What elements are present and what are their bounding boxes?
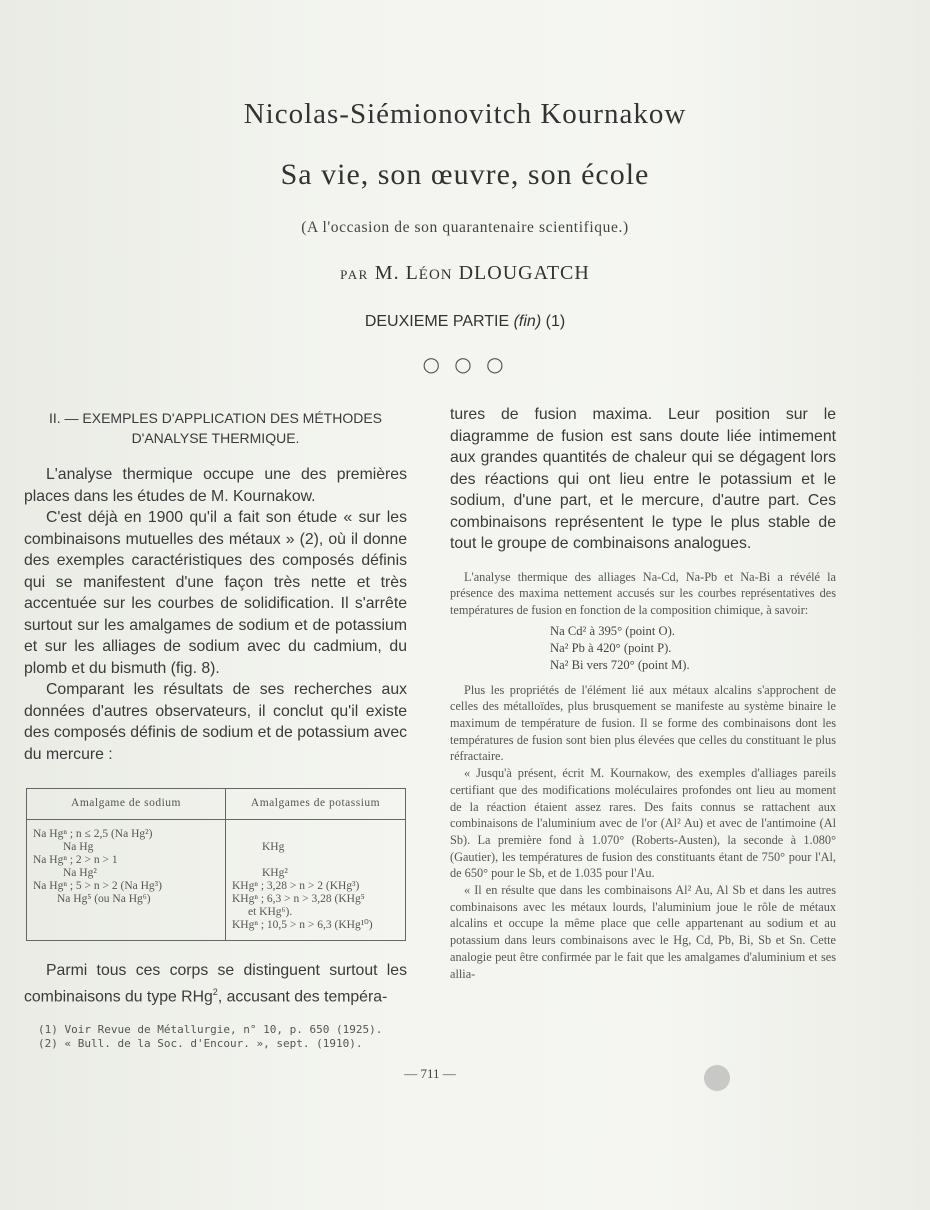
occasion-line: (A l'occasion de son quarantenaire scientifique.) [301, 219, 629, 236]
right-column [450, 404, 836, 982]
table-row: KHgⁿ ; 6,3 > n > 3,28 (KHg⁵ [232, 893, 365, 905]
table-row: Na Hg [63, 841, 94, 853]
formula-line: Na² Bi vers 720° (point M). [550, 657, 690, 672]
table-row: Na Hgⁿ ; 5 > n > 2 (Na Hg³) [33, 880, 162, 892]
formula-line: Na Cd² à 395° (point O). [550, 623, 675, 638]
part-label [0, 313, 930, 331]
left-paragraph-1: L'analyse thermique occupe une des premières places dans les études de M. Kournakow. [24, 466, 407, 505]
section-heading-line2: D'ANALYSE THERMIQUE. [131, 430, 300, 446]
right-paragraph-1: tures de fusion maxima. Leur position sur le diagramme de fusion est sans doute liée intimement aux grandes quantités de chaleur qui se dégagent lors des réactions qui ont lieu entre le potassium et le sodium, d'une part, et le mercure, d'autre part. Ces combinaisons représentent le type le plus stable de tout le groupe de combinaisons analogues. [450, 406, 836, 552]
right-small-paragraph-1: L'analyse thermique des alliages Na-Cd, Na-Pb et Na-Bi a révélé la présence des maxima nettement accusés sur les courbes représentatives des températures de fusion en fonction de la composition chimique, à savoir: [450, 569, 836, 617]
page-number: — 711 — [404, 1066, 456, 1081]
table-header-potassium: Amalgames de potassium [226, 789, 406, 820]
footnotes [38, 1023, 408, 1051]
ornament-circles: ○ ○ ○ [422, 352, 508, 376]
amalgam-table [26, 788, 406, 941]
left-column-bottom [24, 960, 407, 1007]
section-heading-line1: II. — EXEMPLES D'APPLICATION DES MÉTHODES [48, 410, 383, 426]
article-subtitle: Sa vie, son œuvre, son école [280, 158, 650, 191]
formula-line: Na² Pb à 420° (point P). [550, 640, 672, 655]
byline-eon: ÉON [418, 267, 453, 283]
ink-stain [704, 1065, 730, 1091]
right-small-paragraph-2: Plus les propriétés de l'élément lié aux métaux alcalins s'approchent de celles des métalloïdes, plus brusquement se manifeste au système binaire le maximum de température de fusion. Il se forme des combinaisons dont les températures de fusion sont bien plus élevées que celles du constituant le plus réfractaire. [450, 682, 836, 764]
table-row: Na Hgⁿ ; 2 > n > 1 [33, 854, 118, 866]
table-row: KHgⁿ ; 3,28 > n > 2 (KHg³) [232, 880, 360, 892]
byline-author: DLOUGATCH [458, 262, 590, 284]
table-row: Na Hg² [63, 867, 97, 879]
table-row: KHgⁿ ; 10,5 > n > 6,3 (KHg¹⁰) [232, 919, 373, 931]
table-row: et KHg⁶). [248, 906, 293, 918]
left-paragraph-2: C'est déjà en 1900 qu'il a fait son étude « sur les combinaisons mutuelles des métaux » (2), où il donne des exemples caractéristiques des composés définis qui se manifestent d'une façon très nette et très accentuée sur les courbes de solidification. Il s'arrête surtout sur les amalgames de sodium et de potassium et sur les alliages de sodium avec du cadmium, du plomb et du bismuth (fig. 8). [24, 509, 407, 677]
table-row: KHg² [262, 867, 288, 879]
part-text: DEUXIEME PARTIE [364, 313, 510, 330]
left-paragraph-3: Comparant les résultats de ses recherches aux données d'autres observateurs, il conclut qu'il existe des composés définis de sodium et de potassium avec du mercure : [24, 681, 407, 763]
left-paragraph-4: Parmi tous ces corps se distinguent surtout les combinaisons du type RHg$^2$, accusant des tempéra- [24, 962, 407, 1005]
footnote-2: (2) « Bull. de la Soc. d'Encour. », sept. (1910). [38, 1037, 363, 1050]
left-column [24, 408, 407, 765]
right-small-paragraph-4: « Il en résulte que dans les combinaisons Al² Au, Al Sb et dans les autres combinaisons avec les métaux lourds, l'aluminium joue le rôle de métaux alcalins et occupe la même place que celle appartenant au sodium et au potassium dans leurs combinaisons avec le Hg, Cd, Pb, Bi, Sb et Sn. Cette analogie peut être confirmée par le fait que les amalgames d'aluminium et ses allia- [450, 883, 836, 981]
table-row: Na Hgⁿ ; n ≤ 2,5 (Na Hg²) [33, 828, 153, 840]
byline-par: PAR [340, 267, 369, 282]
part-fin: (fin) [513, 313, 542, 330]
byline-m: M. L [374, 262, 419, 284]
byline [0, 262, 930, 285]
table-header-sodium: Amalgame de sodium [27, 789, 226, 820]
table-row: Na Hg⁵ (ou Na Hg⁶) [57, 893, 151, 905]
article-title: Nicolas-Siémionovitch Kournakow [243, 98, 687, 130]
table-row: KHg [262, 841, 285, 853]
footnote-1: (1) Voir Revue de Métallurgie, n° 10, p. 650 (1925). [38, 1023, 383, 1036]
right-small-paragraph-3: « Jusqu'à présent, écrit M. Kournakow, des exemples d'alliages pareils certifiant que des modifications moléculaires profondes ont lieu au moment de la réaction étaient assez rares. Des faits connus se rattachent aux combinaisons de l'aluminium avec de l'or (Al² Au) et avec de l'antimoine (Al Sb). La première fond à 1.070° (Roberts-Austen), la seconde à 1.080° (Gautier), les températures de fusion des constituants étant de 750° pour l'Al, de 650° pour le Sb, et de 1.035 pour l'Au. [450, 766, 836, 881]
part-footnote-ref: (1) [545, 313, 566, 330]
table-cell-potassium [226, 820, 406, 941]
table-cell-sodium [27, 820, 226, 941]
